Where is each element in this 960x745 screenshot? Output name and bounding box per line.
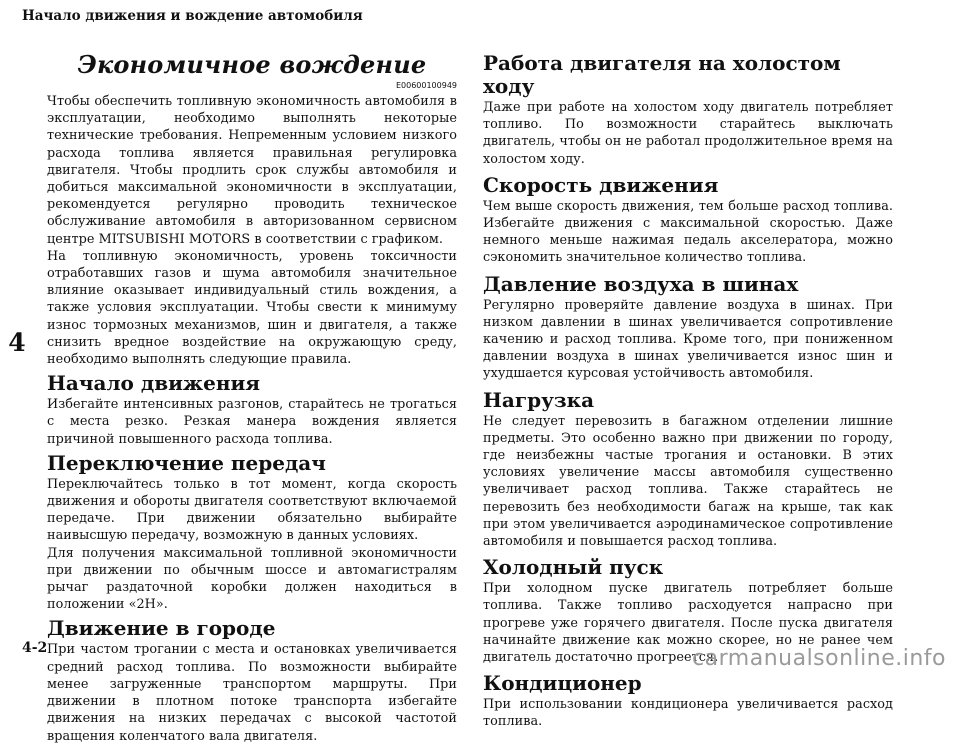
right-column: [483, 52, 893, 731]
section-text-air-conditioner: При использовании кондиционера увеличивается расход топлива.: [483, 697, 893, 730]
page-header: Начало движения и вождение автомобиля: [22, 8, 363, 24]
watermark: carmanualsonline.info: [692, 646, 946, 671]
page-number: 4-2: [22, 640, 48, 656]
section-text-speed: Чем выше скорость движения, тем больше расход топлива. Избегайте движения с максимальной скоростью. Даже немного меньше нажимая педаль акселератора, можно сэкономить значительное количество топлива.: [483, 198, 893, 266]
intro-paragraph-1: Чтобы обеспечить топливную экономичность автомобиля в эксплуатации, необходимо выполнять некоторые технические требования. Непременным условием низкого расхода топлива является правильная регулировка двигателя. Чтобы продлить срок службы автомобиля и добиться максимальной экономичности в эксплуатации, рекомендуется регулярно проводить техническое обслуживание автомобиля в авторизованном сервисном центре MITSUBISHI MOTORS в соответствии с графиком.: [47, 94, 457, 247]
section-text-gear-shift-2: Для получения максимальной топливной экономичности при движении по обычным шоссе и автомагистралям рычаг раздаточной коробки должен находиться в положении «2H».: [47, 545, 457, 613]
main-title: Экономичное вождение: [77, 50, 427, 79]
section-text-city: При частом трогании с места и остановках увеличивается средний расход топлива. По возможности выбирайте менее загруженные транспортом маршруты. При движении в плотном потоке транспорта избегайте движения на низких передачах с высокой частотой вращения коленчатого вала двигателя.: [47, 642, 457, 744]
section-heading-city: Движение в городе: [47, 616, 276, 641]
left-column: [47, 50, 457, 745]
section-heading-idle: Работа двигателя на холостом ходу: [483, 51, 841, 98]
section-text-load: Не следует перевозить в багажном отделении лишние предметы. Это особенно важно при движении по городу, где неизбежны частые трогания и остановки. В этих условиях увеличение массы автомобиля существенно увеличивает расход топлива. Также старайтесь не перевозить без необходимости багаж на крыше, так как при этом увеличивается аэродинамическое сопротивление автомобиля и повышается расход топлива.: [483, 413, 893, 550]
section-heading-tire-pressure: Давление воздуха в шинах: [483, 271, 799, 296]
section-text-idle: Даже при работе на холостом ходу двигатель потребляет топливо. По возможности старайтесь выключать двигатель, чтобы он не работал продолжительное время на холостом ходу.: [483, 100, 893, 167]
document-code: E00600100949: [395, 81, 457, 90]
section-text-tire-pressure: Регулярно проверяйте давление воздуха в шинах. При низком давлении в шинах увеличивается сопротивление качению и расход топлива. Кроме того, при пониженном давлении воздуха в шинах увеличивается износ шин и ухудшается курсовая устойчивость автомобиля.: [483, 297, 893, 382]
section-heading-gear-shift: Переключение передач: [47, 450, 326, 475]
chapter-tab: 4: [0, 318, 34, 366]
section-heading-load: Нагрузка: [483, 387, 595, 412]
section-heading-speed: Скорость движения: [483, 172, 719, 197]
intro-paragraph-2: На топливную экономичность, уровень токсичности отработавших газов и шума автомобиля значительное влияние оказывает индивидуальный стиль вождения, а также условия эксплуатации. Чтобы свести к минимуму износ тормозных механизмов, шин и двигателя, а также снизить вредное воздействие на окружающую среду, необходимо выполнять следующие правила.: [47, 248, 457, 368]
section-heading-start: Начало движения: [47, 371, 261, 396]
section-text-cold-start: При холодном пуске двигатель потребляет больше топлива. Также топливо расходуется напрасно при прогреве уже горячего двигателя. После пуска двигателя начинайте движение как можно скорее, но не ранее чем двигатель достаточно прогреется.: [483, 581, 893, 666]
section-heading-cold-start: Холодный пуск: [483, 555, 664, 580]
section-text-gear-shift-1: Переключайтесь только в тот момент, когда скорость движения и обороты двигателя соответствуют включаемой передаче. При движении обязательно выбирайте наивысшую передачу, возможную в данных условиях.: [47, 476, 457, 544]
section-text-start: Избегайте интенсивных разгонов, старайтесь не трогаться с места резко. Резкая манера вождения является причиной повышенного расхода топлива.: [47, 397, 457, 447]
section-heading-air-conditioner: Кондиционер: [483, 671, 642, 696]
